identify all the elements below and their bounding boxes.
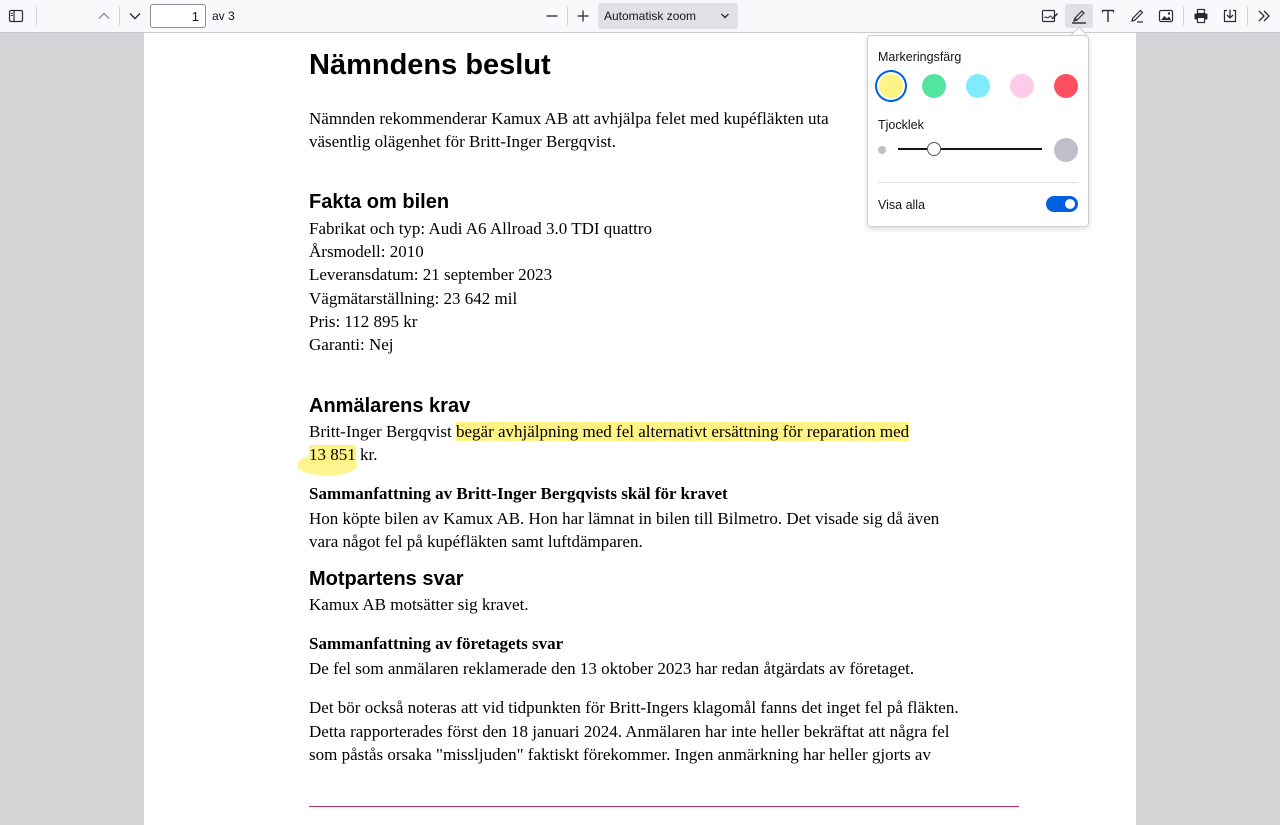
claim-text-plain: Britt-Inger Bergqvist	[309, 422, 456, 441]
fact-line: Vägmätarställning: 23 642 mil	[309, 289, 518, 308]
company-response-text: De fel som anmälaren reklamerade den 13 oktober 2023 har redan åtgärdats av företaget.	[309, 659, 915, 678]
image-icon	[1158, 8, 1174, 24]
text-tool-button[interactable]	[1094, 4, 1122, 28]
note-text-line: Det bör också noteras att vid tidpunkten för Britt-Ingers klagomål fanns det inget fel på fläkten.	[309, 698, 959, 717]
chevron-down-icon	[128, 9, 142, 23]
claim-heading: Anmälarens krav	[309, 395, 471, 417]
show-all-label: Visa alla	[878, 198, 926, 212]
thickness-slider[interactable]	[898, 148, 1042, 150]
chevron-up-icon	[97, 9, 111, 23]
image-tool-button[interactable]	[1152, 4, 1180, 28]
color-swatch-pink[interactable]	[1010, 74, 1034, 98]
color-swatch-green[interactable]	[922, 74, 946, 98]
popup-divider	[878, 182, 1078, 183]
toolbar-separator	[1247, 7, 1248, 25]
note-text-line: som påstås orsaka "missljuden" faktiskt förekommer. Ingen anmärkning har heller gjorts av	[309, 745, 931, 764]
fact-line: Fabrikat och typ: Audi A6 Allroad 3.0 TDI quattro	[309, 219, 652, 238]
page-count-label: av 3	[212, 9, 235, 23]
pdf-toolbar	[0, 0, 1280, 33]
zoom-select-label: Automatisk zoom	[604, 9, 697, 23]
color-swatch-blue[interactable]	[966, 74, 990, 98]
response-text: Kamux AB motsätter sig kravet.	[309, 595, 529, 614]
signature-button[interactable]	[1036, 4, 1064, 28]
reasons-heading: Sammanfattning av Britt-Inger Bergqvists skäl för kravet	[309, 484, 728, 503]
toolbar-separator	[567, 7, 568, 25]
color-swatch-red[interactable]	[1054, 74, 1078, 98]
show-all-toggle[interactable]	[1046, 196, 1078, 212]
page-number-input[interactable]	[150, 4, 206, 28]
fact-line: Årsmodell: 2010	[309, 242, 424, 261]
highlighted-text[interactable]: begär avhjälpning med fel alternativt ersättning för reparation med	[456, 422, 910, 441]
signature-icon	[1041, 8, 1059, 24]
thickness-slider-thumb[interactable]	[927, 142, 941, 156]
printer-icon	[1193, 8, 1209, 24]
previous-page-button[interactable]	[90, 4, 118, 28]
draw-tool-button[interactable]	[1123, 4, 1151, 28]
intro-text-line: väsentlig olägenhet för Britt-Inger Bergqvist.	[309, 132, 617, 151]
claim-text-plain: kr.	[355, 445, 378, 464]
facts-heading: Fakta om bilen	[309, 191, 450, 213]
highlight-color-label: Markeringsfärg	[878, 50, 962, 64]
zoom-select[interactable]	[598, 3, 738, 29]
reasons-text-line: vara något fel på kupéfläkten samt luftdämparen.	[309, 532, 643, 551]
toolbar-separator	[1183, 7, 1184, 25]
highlighted-text[interactable]: 13 851	[309, 445, 356, 464]
footer-rule	[309, 806, 1019, 807]
sidebar-icon	[8, 8, 24, 24]
color-swatch-yellow[interactable]	[879, 74, 903, 98]
intro-text-line: Nämnden rekommenderar Kamux AB att avhjälpa felet med kupéfläkten uta	[309, 109, 829, 128]
highlight-settings-popup	[867, 35, 1089, 227]
save-button[interactable]	[1216, 4, 1244, 28]
toolbar-separator	[119, 7, 120, 25]
text-icon	[1100, 8, 1116, 24]
fact-line: Garanti: Nej	[309, 335, 394, 354]
double-chevron-right-icon	[1256, 8, 1272, 24]
plus-icon	[576, 9, 590, 23]
toolbar-separator	[36, 7, 37, 25]
thickness-min-indicator	[878, 146, 886, 154]
thickness-max-indicator	[1054, 138, 1078, 162]
response-heading: Motpartens svar	[309, 568, 464, 590]
highlighter-icon	[1070, 7, 1088, 25]
next-page-button[interactable]	[121, 4, 149, 28]
zoom-in-button[interactable]	[569, 4, 597, 28]
claim-text-line	[309, 443, 377, 466]
pen-icon	[1129, 8, 1145, 24]
download-icon	[1222, 8, 1238, 24]
company-response-heading: Sammanfattning av företagets svar	[309, 634, 564, 653]
chevron-down-icon	[720, 10, 730, 24]
print-button[interactable]	[1187, 4, 1215, 28]
thickness-label: Tjocklek	[878, 118, 924, 132]
page-title: Nämndens beslut	[309, 49, 551, 81]
zoom-out-button[interactable]	[538, 4, 566, 28]
reasons-text-line: Hon köpte bilen av Kamux AB. Hon har lämnat in bilen till Bilmetro. Det visade sig då även	[309, 509, 940, 528]
fact-line: Leveransdatum: 21 september 2023	[309, 265, 553, 284]
more-tools-button[interactable]	[1250, 4, 1278, 28]
note-text-line: Detta rapporterades först den 18 januari 2024. Anmälaren har inte heller bekräftat att några fel	[309, 722, 950, 741]
highlight-tool-button[interactable]	[1065, 4, 1093, 28]
fact-line: Pris: 112 895 kr	[309, 312, 418, 331]
claim-text-line	[309, 420, 909, 443]
minus-icon	[545, 9, 559, 23]
sidebar-toggle-button[interactable]	[2, 4, 30, 28]
